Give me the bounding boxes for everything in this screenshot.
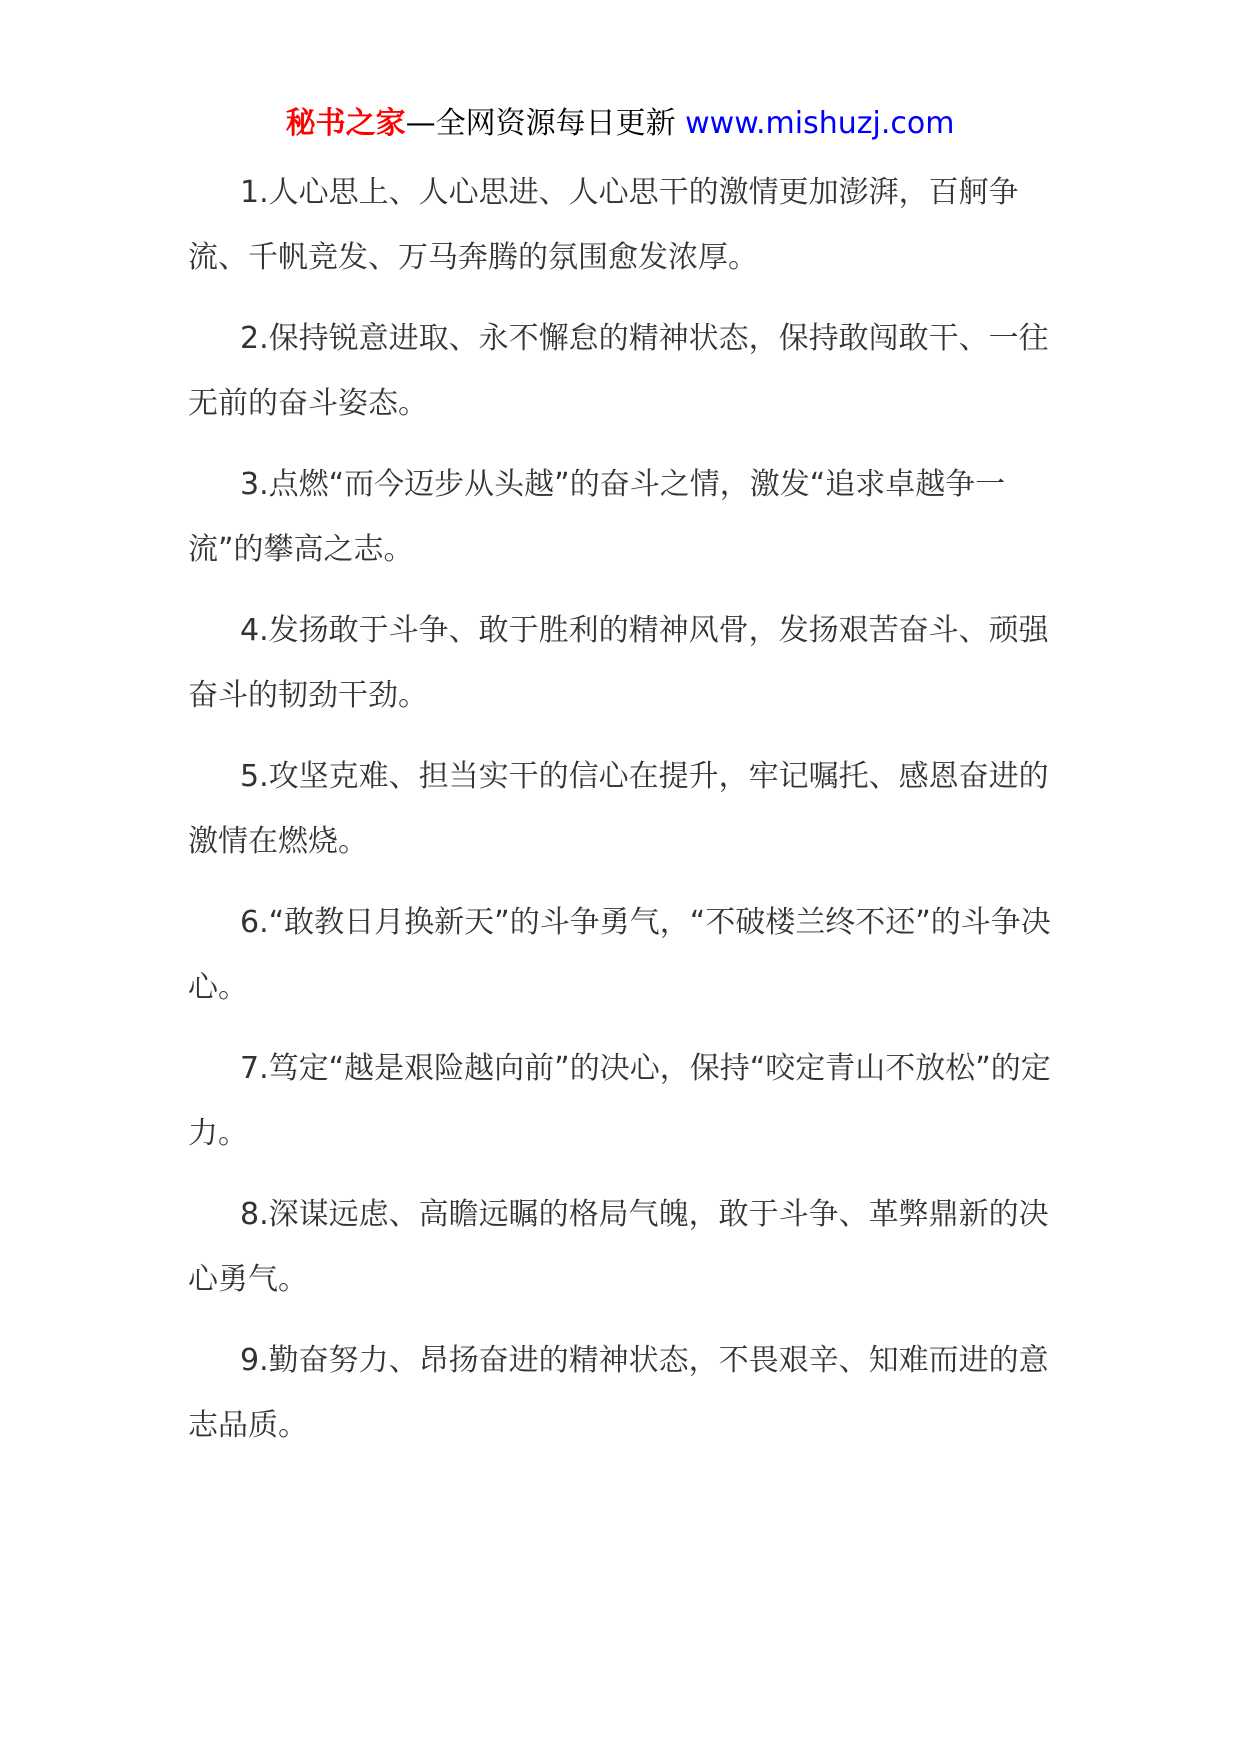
- paragraph-6: 6.“敢教日月换新天”的斗争勇气，“不破楼兰终不还”的斗争决心。: [188, 905, 1051, 1005]
- paragraph-9: 9.勤奋努力、昂扬奋进的精神状态，不畏艰辛、知难而进的意志品质。: [188, 1343, 1049, 1443]
- paragraph-7: 7.笃定“越是艰险越向前”的决心，保持“咬定青山不放松”的定力。: [188, 1051, 1051, 1151]
- header-tagline: —全网资源每日更新: [405, 106, 676, 141]
- page-header: [0, 100, 1240, 148]
- paragraph-8: 8.深谋远虑、高瞻远瞩的格局气魄，敢于斗争、革弊鼎新的决心勇气。: [188, 1197, 1049, 1297]
- brand-name: 秘书之家: [285, 106, 406, 141]
- paragraph-1: 1.人心思上、人心思进、人心思干的激情更加澎湃，百舸争流、千帆竞发、万马奔腾的氛围愈发浓厚。: [188, 175, 1019, 275]
- document-body: [188, 160, 1056, 1474]
- site-url-link[interactable]: www.mishuzj.com: [685, 106, 955, 141]
- paragraph-2: 2.保持锐意进取、永不懈怠的精神状态，保持敢闯敢干、一往无前的奋斗姿态。: [188, 321, 1049, 421]
- paragraph-4: 4.发扬敢于斗争、敢于胜利的精神风骨，发扬艰苦奋斗、顽强奋斗的韧劲干劲。: [188, 613, 1049, 713]
- paragraph-3: 3.点燃“而今迈步从头越”的奋斗之情，激发“追求卓越争一流”的攀高之志。: [188, 467, 1006, 567]
- paragraph-5: 5.攻坚克难、担当实干的信心在提升，牢记嘱托、感恩奋进的激情在燃烧。: [188, 759, 1049, 859]
